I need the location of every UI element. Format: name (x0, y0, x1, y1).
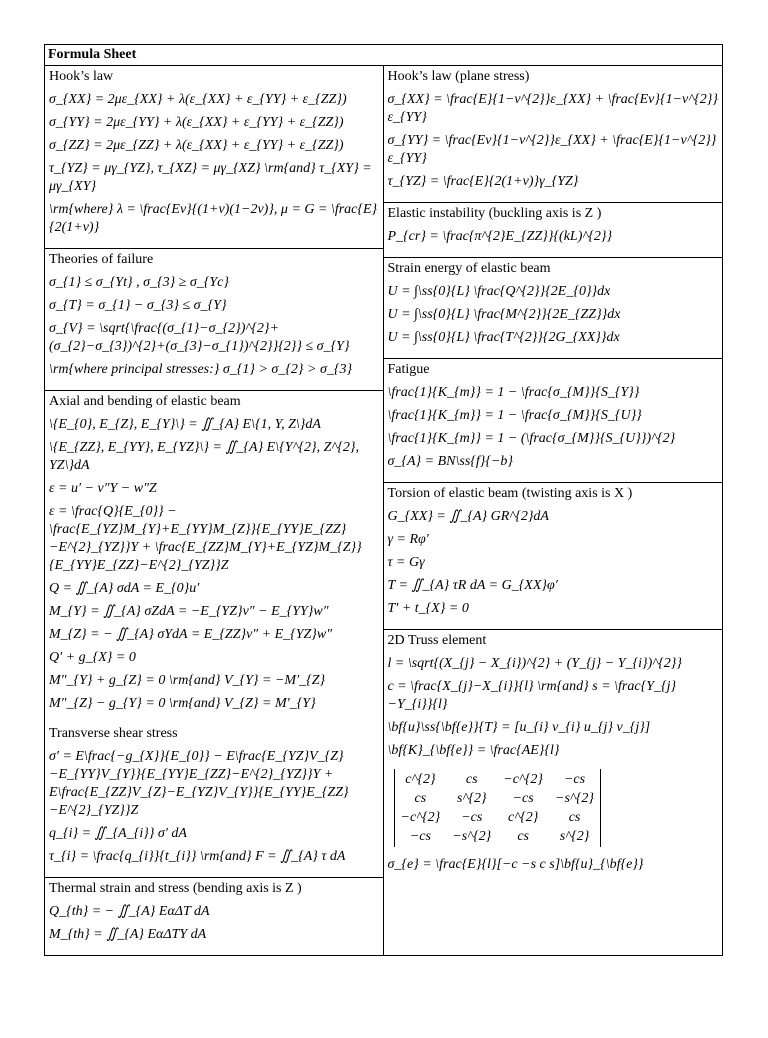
formula: τ_{YZ} = μγ_{YZ}, τ_{XZ} = μγ_{XZ} \rm{and} τ_{XY} = μγ_{XY} (49, 161, 372, 194)
formula: σ_{1} ≤ σ_{Yt} , σ_{3} ≥ σ_{Yc} (49, 275, 229, 290)
matrix-cell: −cs (563, 772, 586, 787)
section-heading: 2D Truss element (387, 633, 487, 648)
matrix-cell: −cs (409, 829, 431, 844)
matrix-cell: c^{2} (405, 772, 436, 787)
section-heading: Elastic instability (buckling axis is Z ) (387, 206, 602, 221)
matrix-cell: cs (517, 829, 529, 844)
formula: ε = u′ − v″Y − w″Z (49, 481, 157, 496)
left-column (45, 66, 384, 955)
section-strain-energy-of-elastic-beam (384, 258, 723, 359)
sheet-title: Formula Sheet (45, 45, 722, 66)
matrix-cell: −cs (512, 791, 534, 806)
formula: P_{cr} = \frac{π^{2}E_{ZZ}}{(kL)^{2}} (387, 229, 613, 244)
section-heading: Theories of failure (49, 252, 154, 267)
section-fatigue (384, 359, 723, 483)
matrix-cell: c^{2} (507, 810, 539, 825)
formula: M_{Z} = − ∬_{A} σYdA = E_{ZZ}v″ + E_{YZ}w″ (49, 627, 333, 642)
matrix-cell: −cs (461, 810, 483, 825)
formula: M_{th} = ∬_{A} EαΔTY dA (49, 927, 207, 942)
section-heading: Transverse shear stress (49, 726, 178, 741)
formula: σ_{YY} = \frac{Eν}{1−ν^{2}}ε_{XX} + \frac{E}{1−ν^{2}}ε_{YY} (387, 133, 717, 166)
formula: c = \frac{X_{j}−X_{i}}{l} \rm{and} s = \frac{Y_{j}−Y_{i}}{l} (387, 679, 677, 712)
formula: M_{Y} = ∬_{A} σZdA = −E_{YZ}v″ − E_{YY}w″ (49, 604, 329, 619)
formula: U = ∫\ss{0}{L} \frac{T^{2}}{2G_{XX}}dx (387, 330, 620, 345)
formula: G_{XX} = ∬_{A} GR^{2}dA (387, 509, 549, 524)
section-heading: Hook’s law (49, 69, 114, 84)
formula: U = ∫\ss{0}{L} \frac{M^{2}}{2E_{ZZ}}dx (387, 307, 621, 322)
formula: σ_{XX} = 2με_{XX} + λ(ε_{XX} + ε_{YY} + ε_{ZZ}) (49, 92, 347, 107)
formula: σ_{YY} = 2με_{YY} + λ(ε_{XX} + ε_{YY} + ε_{ZZ}) (49, 115, 344, 130)
stiffness-matrix-lhs: \bf{K}_{\bf{e}} = \frac{AE}{l} (387, 743, 560, 758)
section-2d-truss-element (384, 630, 723, 955)
formula: σ_{A} = BN\ss{f}{−b} (387, 454, 514, 469)
formula: l = \sqrt{(X_{j} − X_{i})^{2} + (Y_{j} − Y_{i})^{2}} (387, 656, 682, 671)
formula: \frac{1}{K_{m}} = 1 − \frac{σ_{M}}{S_{U}} (387, 408, 642, 423)
section-hook-s-law (45, 66, 383, 249)
section-axial-and-bending-of-elastic-beam (45, 391, 383, 878)
section-heading: Torsion of elastic beam (twisting axis is X ) (387, 486, 633, 501)
section-elastic-instability-buckling-axis-is-z (384, 203, 723, 258)
formula: \rm{where} λ = \frac{Eν}{(1+ν)(1−2ν)}, μ = G = \frac{E}{2(1+ν)} (49, 202, 378, 235)
formula: \rm{where principal stresses:} σ_{1} > σ_{2} > σ_{3} (49, 362, 353, 377)
section-theories-of-failure (45, 249, 383, 391)
formula: q_{i} = ∬_{A_{i}} σ′ dA (49, 826, 187, 841)
formula: σ_{XX} = \frac{E}{1−ν^{2}}ε_{XX} + \frac{Eν}{1−ν^{2}}ε_{YY} (387, 92, 718, 125)
columns (45, 66, 722, 955)
formula: Q_{th} = − ∬_{A} EαΔT dA (49, 904, 210, 919)
stiffness-matrix (394, 769, 602, 847)
formula: Q′ + g_{X} = 0 (49, 650, 136, 665)
formula: T′ + t_{X} = 0 (387, 601, 469, 616)
section-heading: Strain energy of elastic beam (387, 261, 551, 276)
formula: M″_{Z} − g_{Y} = 0 \rm{and} V_{Z} = M′_{Y} (49, 696, 316, 711)
matrix-cell: cs (465, 772, 478, 787)
section-hook-s-law-plane-stress (384, 66, 723, 203)
matrix-cell: −s^{2} (555, 791, 595, 806)
formula: \frac{1}{K_{m}} = 1 − \frac{σ_{M}}{S_{Y}} (387, 385, 640, 400)
formula: γ = Rφ′ (387, 532, 429, 547)
formula: \{E_{ZZ}, E_{YY}, E_{YZ}\} = ∬_{A} E\{Y^{2}, Z^{2}, YZ\}dA (49, 440, 360, 473)
formula: ε = \frac{Q}{E_{0}} − \frac{E_{YZ}M_{Y}+E_{YY}M_{Z}}{E_{YY}E_{ZZ}−E^{2}_{YZ}}Y + \frac{E_{ZZ}M_{Y}+E_{YZ}M_{Z}}{E_{YY}E_{ZZ}−E^{2}_{YZ}}Z (49, 504, 362, 573)
matrix-cell: cs (568, 810, 581, 825)
section-thermal-strain-and-stress-bending-axis-is-z (45, 878, 383, 955)
formula: \frac{1}{K_{m}} = 1 − (\frac{σ_{M}}{S_{U}})^{2} (387, 431, 676, 446)
formula: σ′ = E\frac{−g_{X}}{E_{0}} − E\frac{E_{YZ}V_{Z}−E_{YY}V_{Y}}{E_{YY}E_{ZZ}−E^{2}_{YZ}}Y + E\frac{E_{ZZ}V_{Z}−E_{YZ}V_{Y}}{E_{YY}E_{ZZ}−E^{2}_{YZ}}Z (49, 749, 349, 818)
matrix-cell: cs (414, 791, 427, 806)
formula: Q = ∬_{A} σdA = E_{0}u′ (49, 581, 200, 596)
formula: M″_{Y} + g_{Z} = 0 \rm{and} V_{Y} = −M′_{Z} (49, 673, 326, 688)
formula: σ_{T} = σ_{1} − σ_{3} ≤ σ_{Y} (49, 298, 227, 313)
formula: \bf{u}\ss{\bf{e}}{T} = [u_{i} v_{i} u_{j} v_{j}] (387, 720, 651, 735)
formula: T = ∬_{A} τR dA = G_{XX}φ′ (387, 578, 558, 593)
matrix-cell: s^{2} (559, 829, 590, 844)
formula: σ_{ZZ} = 2με_{ZZ} + λ(ε_{XX} + ε_{YY} + ε_{ZZ}) (49, 138, 344, 153)
right-column (384, 66, 723, 955)
section-heading: Thermal strain and stress (bending axis is Z ) (49, 881, 302, 896)
formula: \{E_{0}, E_{Z}, E_{Y}\} = ∬_{A} E\{1, Y, Z\}dA (49, 417, 321, 432)
matrix-cell: −s^{2} (452, 829, 492, 844)
matrix-cell: −c^{2} (503, 772, 544, 787)
formula: τ_{YZ} = \frac{E}{2(1+ν)}γ_{YZ} (387, 174, 579, 189)
matrix-cell: s^{2} (456, 791, 487, 806)
formula: τ_{i} = \frac{q_{i}}{t_{i}} \rm{and} F = ∬_{A} τ dA (49, 849, 346, 864)
section-torsion-of-elastic-beam-twisting-axis-is-x (384, 483, 723, 630)
formula: τ = Gγ (387, 555, 425, 570)
section-heading: Hook’s law (plane stress) (387, 69, 530, 84)
element-stress-formula: σ_{e} = \frac{E}{l}[−c −s c s]\bf{u}_{\bf{e}} (387, 857, 644, 872)
formula: σ_{V} = \sqrt{\frac{(σ_{1}−σ_{2})^{2}+(σ_{2}−σ_{3})^{2}+(σ_{3}−σ_{1})^{2}}{2}} ≤ σ_{Y} (49, 321, 350, 354)
matrix-cell: −c^{2} (400, 810, 441, 825)
formula: U = ∫\ss{0}{L} \frac{Q^{2}}{2E_{0}}dx (387, 284, 611, 299)
formula-sheet (44, 44, 723, 956)
section-heading: Fatigue (387, 362, 430, 377)
section-heading: Axial and bending of elastic beam (49, 394, 241, 409)
